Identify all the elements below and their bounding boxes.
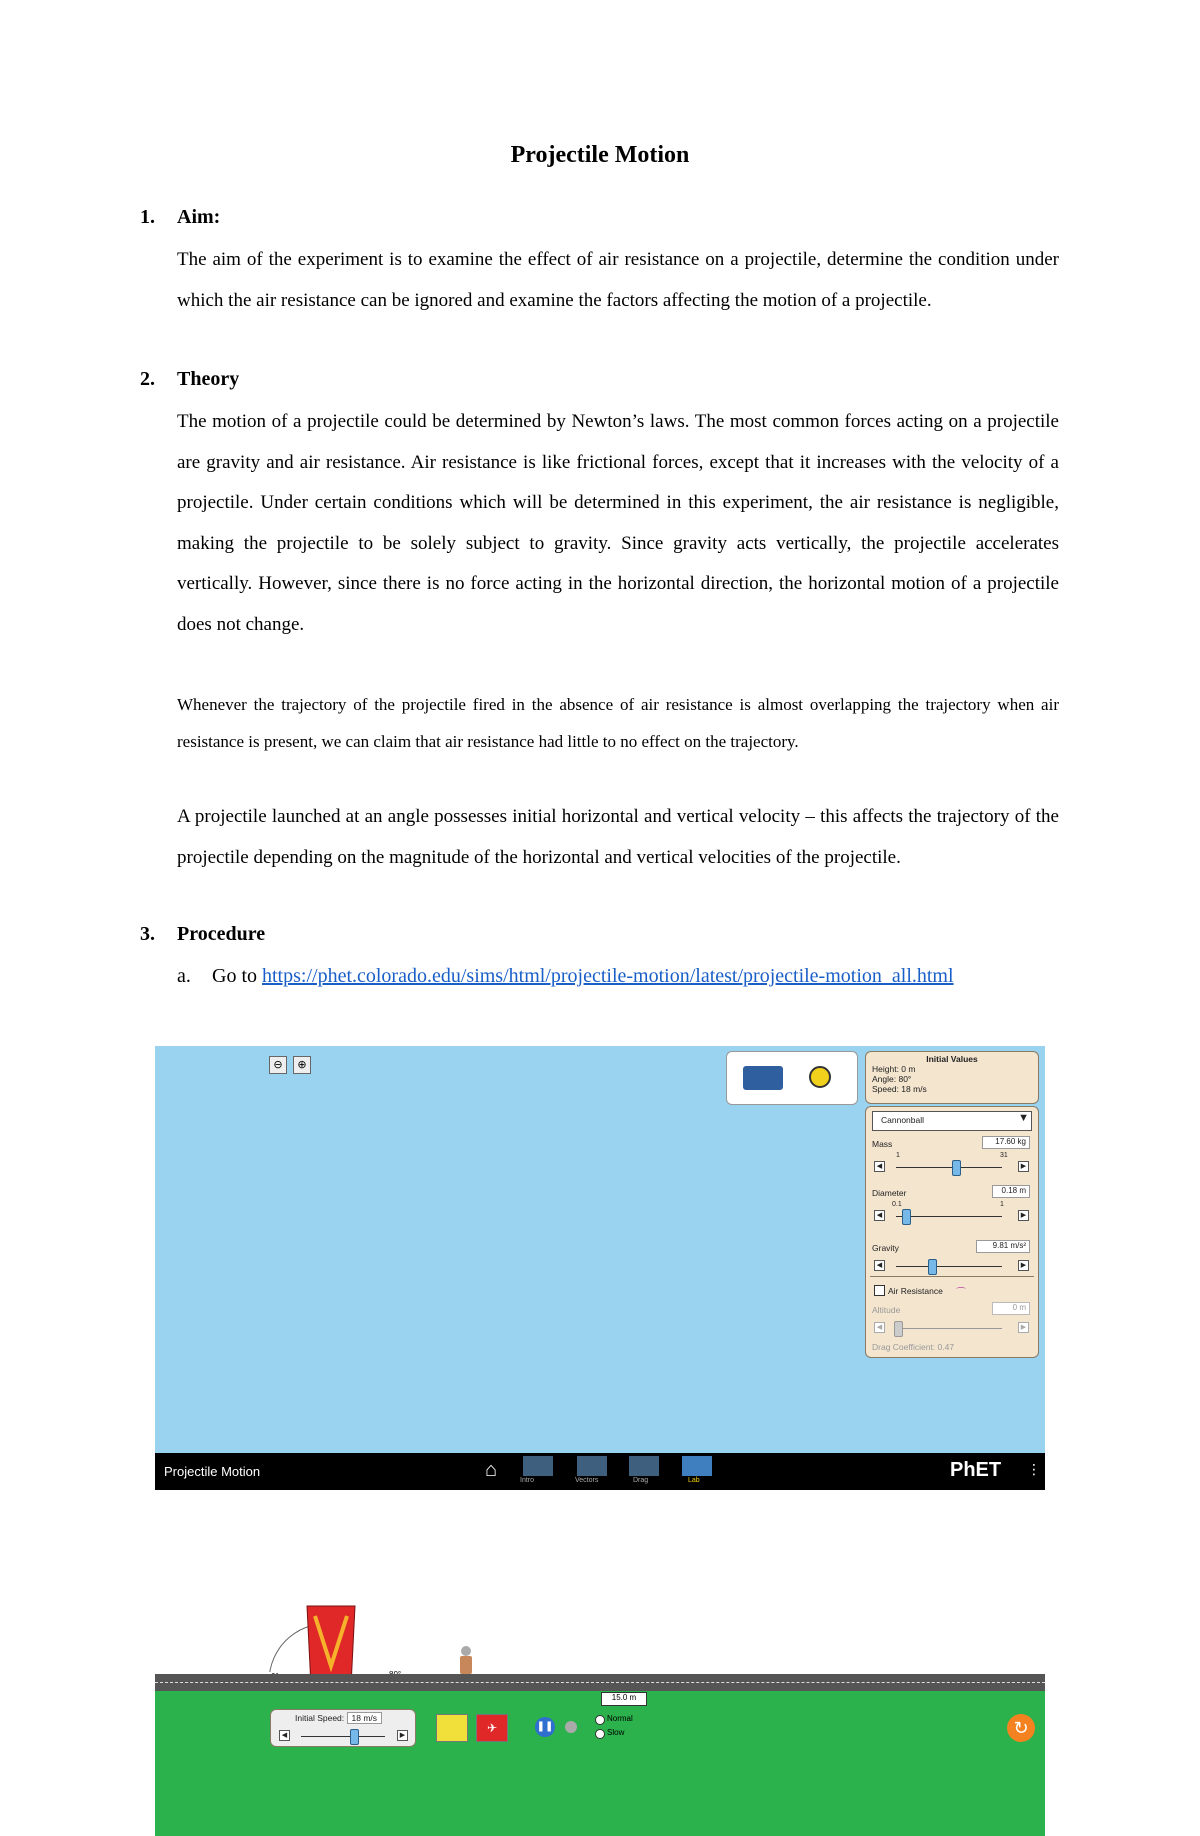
app-title: Projectile Motion xyxy=(164,1464,261,1479)
simulation-link[interactable]: https://phet.colorado.edu/sims/html/projectile-motion/latest/projectile-motion_all.html xyxy=(262,965,954,987)
mass-min: 1 xyxy=(896,1152,900,1159)
speed-slider-thumb[interactable] xyxy=(350,1729,359,1745)
zoom-out-icon[interactable]: ⊖ xyxy=(269,1056,287,1074)
section-procedure-heading: 3. Procedure xyxy=(140,923,266,945)
tab-lab-icon[interactable] xyxy=(682,1456,712,1476)
page-title: Projectile Motion xyxy=(510,142,690,168)
tab-lab[interactable]: Lab xyxy=(688,1477,700,1484)
speed-slider-track[interactable] xyxy=(301,1736,385,1737)
navbar xyxy=(155,1453,1045,1490)
phet-logo[interactable]: PhET xyxy=(950,1459,1002,1481)
mass-label: Mass xyxy=(872,1139,893,1149)
tab-intro-icon[interactable] xyxy=(523,1456,553,1476)
initial-values-title: Initial Values xyxy=(926,1054,978,1064)
home-icon[interactable]: ⌂ xyxy=(485,1459,498,1481)
gravity-field[interactable]: 9.81 m/s² xyxy=(976,1240,1030,1253)
phet-simulation xyxy=(155,1046,1045,1739)
initial-height: Height: 0 m xyxy=(872,1064,916,1074)
cannon-scene xyxy=(155,1046,1045,1490)
diameter-decrease-button[interactable]: ◀ xyxy=(874,1210,885,1221)
target-distance: 15.0 m xyxy=(601,1692,647,1706)
section-theory-heading: 2. Theory xyxy=(140,368,240,390)
drag-arc-icon: ⌒ xyxy=(956,1288,966,1299)
tab-drag[interactable]: Drag xyxy=(633,1477,649,1484)
step-button[interactable] xyxy=(565,1721,577,1733)
tab-intro[interactable]: Intro xyxy=(520,1477,535,1484)
mass-max: 31 xyxy=(1000,1152,1008,1159)
tab-drag-icon[interactable] xyxy=(629,1456,659,1476)
menu-icon[interactable]: ⋮ xyxy=(1027,1461,1041,1477)
mass-increase-button[interactable]: ▶ xyxy=(1018,1161,1029,1172)
chevron-down-icon: ▼ xyxy=(1018,1112,1029,1124)
diameter-field[interactable]: 0.18 m xyxy=(992,1185,1030,1198)
initial-angle: Angle: 80° xyxy=(872,1074,912,1084)
altitude-label: Altitude xyxy=(872,1305,901,1315)
initial-speed-label: Initial Speed: 18 m/s xyxy=(295,1713,382,1723)
air-resistance-label: Air Resistance xyxy=(888,1286,943,1296)
section-aim-heading: 1. Aim: xyxy=(140,206,221,228)
mass-decrease-button[interactable]: ◀ xyxy=(874,1161,885,1172)
speed-increase-button[interactable]: ▶ xyxy=(397,1730,408,1741)
normal-label: Normal xyxy=(607,1714,633,1723)
reset-icon[interactable]: ↻ xyxy=(1007,1714,1035,1742)
speed-decrease-button[interactable]: ◀ xyxy=(279,1730,290,1741)
gravity-label: Gravity xyxy=(872,1243,899,1253)
pause-button[interactable]: ❚❚ xyxy=(535,1717,555,1737)
procedure-step-a: a. Go to https://phet.colorado.edu/sims/html/projectile-motion/latest/projectile-motion_all.html xyxy=(177,965,954,987)
diameter-increase-button[interactable]: ▶ xyxy=(1018,1210,1029,1221)
mass-field[interactable]: 17.60 kg xyxy=(982,1136,1030,1149)
tab-vectors-icon[interactable] xyxy=(577,1456,607,1476)
drag-coefficient: Drag Coefficient: 0.47 xyxy=(872,1342,955,1352)
slow-radio[interactable] xyxy=(595,1729,605,1739)
diameter-label: Diameter xyxy=(872,1188,907,1198)
altitude-decrease-button: ◀ xyxy=(874,1322,885,1333)
altitude-increase-button: ▶ xyxy=(1018,1322,1029,1333)
theory-paragraph: The motion of a projectile could be determined by Newton’s laws. The most common forces acting on a projectile are gravity and air resistance. Air resistance is like frictional forces, except that it increases with the velocity of a projectile. Under certain conditions which will be determined in this experiment, the air resistance is negligible, making the projectile to be solely subject to gravity. Since gravity acts vertically, the projectile accelerates vertically. However, since there is no force acting in the horizontal direction, the horizontal motion of a projectile does not change. xyxy=(177,411,1059,635)
initial-speed: Speed: 18 m/s xyxy=(872,1084,927,1094)
fire-button[interactable]: ✈ xyxy=(476,1714,508,1742)
gravity-increase-button[interactable]: ▶ xyxy=(1018,1260,1029,1271)
zoom-in-icon[interactable]: ⊕ xyxy=(293,1056,311,1074)
theory-paragraph-3: A projectile launched at an angle possesses initial horizontal and vertical velocity – this affects the trajectory of the projectile depending on the magnitude of the horizontal and vertical velocities of the projectile. xyxy=(177,806,1059,868)
normal-radio[interactable] xyxy=(595,1715,605,1725)
aim-paragraph: The aim of the experiment is to examine the effect of air resistance on a projectile, determine the condition under which the air resistance can be ignored and examine the factors affecting the motion of a projectile. xyxy=(177,249,1059,311)
altitude-field: 0 m xyxy=(992,1302,1030,1315)
person xyxy=(460,1656,472,1674)
eraser-button[interactable] xyxy=(436,1714,468,1742)
theory-paragraph-2: Whenever the trajectory of the projectile fired in the absence of air resistance is almost overlapping the trajectory when air resistance is present, we can claim that air resistance had little to no effect on the trajectory. xyxy=(177,695,1059,751)
tab-vectors[interactable]: Vectors xyxy=(575,1477,599,1484)
projectile-select[interactable]: Cannonball ▼ xyxy=(872,1111,1032,1131)
diameter-min: 0.1 xyxy=(892,1201,902,1208)
diameter-max: 1 xyxy=(1000,1201,1004,1208)
gravity-decrease-button[interactable]: ◀ xyxy=(874,1260,885,1271)
slow-label: Slow xyxy=(607,1728,625,1737)
initial-speed-control xyxy=(270,1709,416,1747)
